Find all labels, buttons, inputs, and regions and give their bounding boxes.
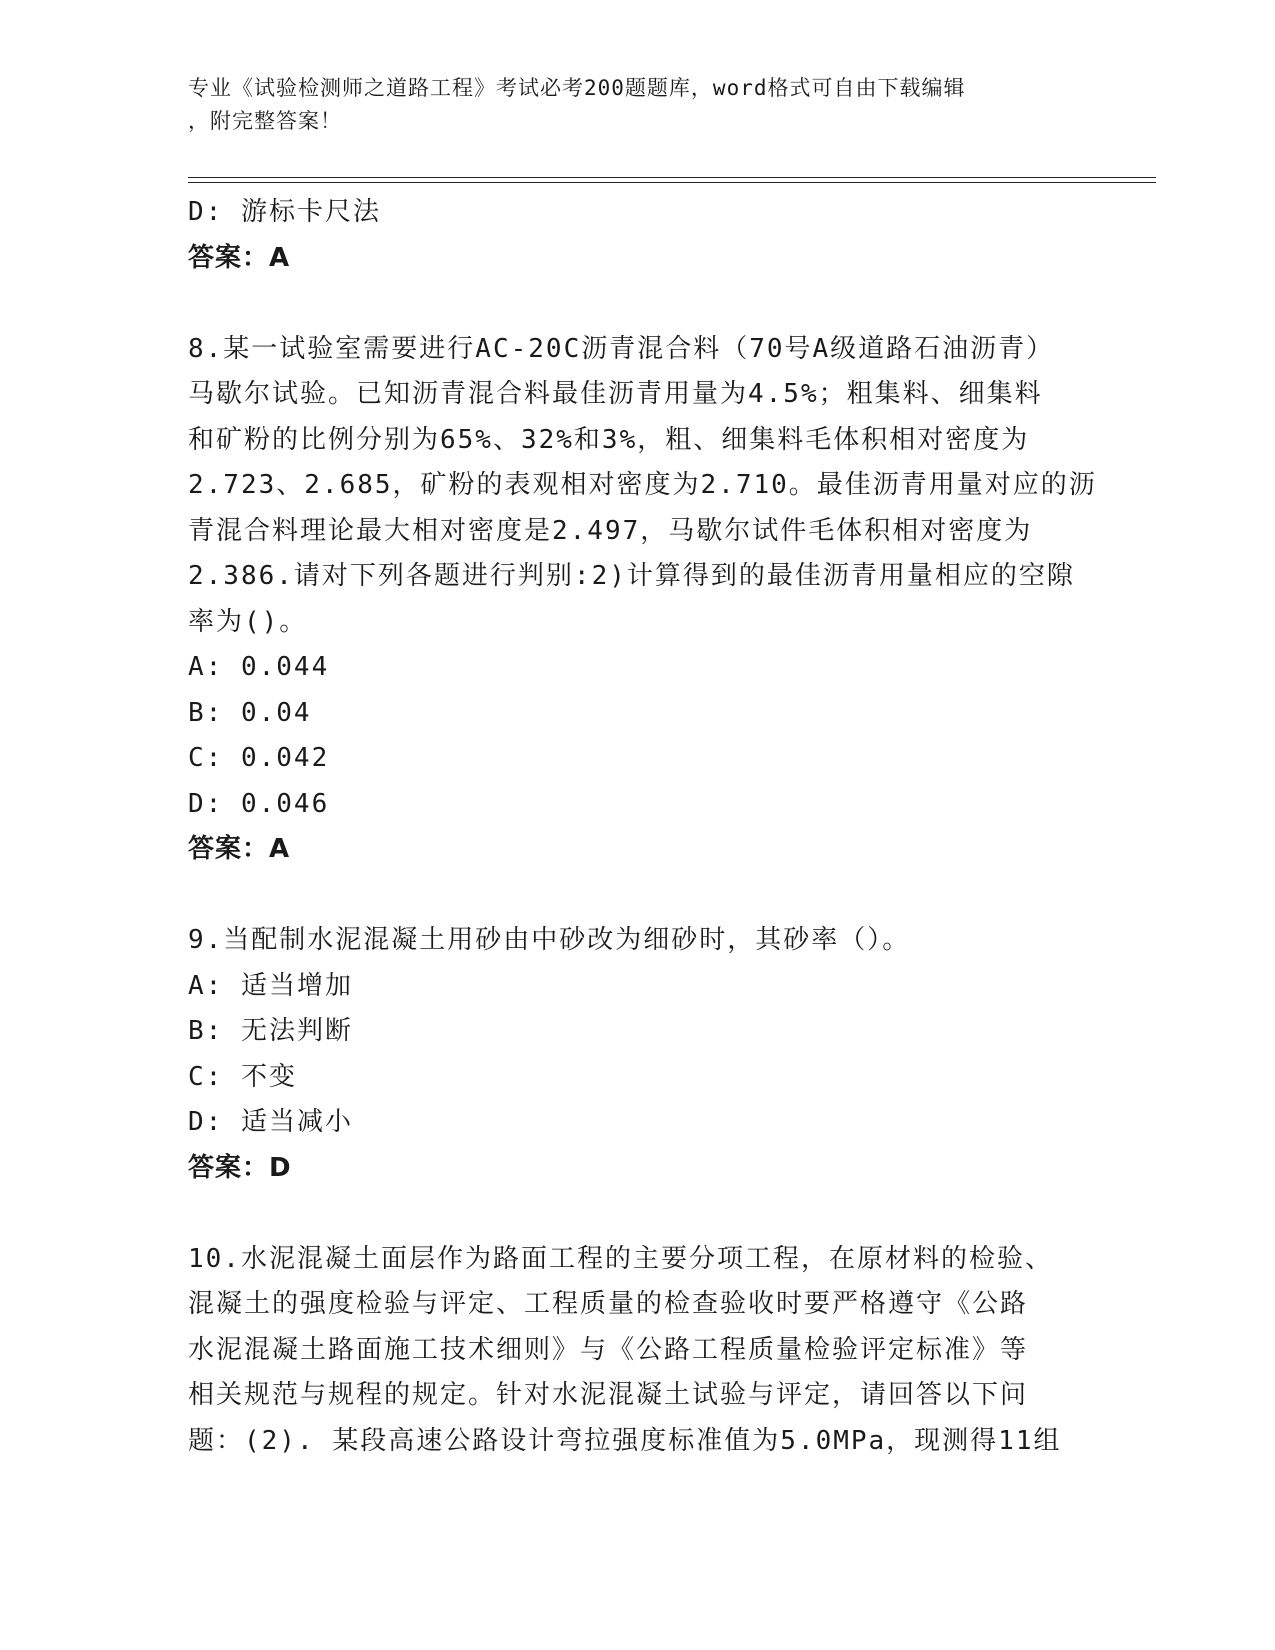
question-8-line-7: 率为()。 bbox=[188, 606, 308, 637]
question-9-answer: 答案：D bbox=[188, 1152, 292, 1183]
spacer bbox=[188, 873, 1088, 919]
question-8-option-b: B: 0.04 bbox=[188, 697, 312, 728]
question-8-line-3: 和矿粉的比例分别为65%、32%和3%，粗、细集料毛体积相对密度为 bbox=[188, 424, 1030, 455]
question-8-line-2: 马歇尔试验。已知沥青混合料最佳沥青用量为4.5%；粗集料、细集料 bbox=[188, 379, 1043, 409]
question-8-line-5: 青混合料理论最大相对密度是2.497，马歇尔试件毛体积相对密度为 bbox=[188, 515, 1033, 546]
question-10-line-4: 相关规范与规程的规定。针对水泥混凝土试验与评定，请回答以下问 bbox=[188, 1380, 1029, 1410]
question-9 bbox=[188, 918, 1088, 1191]
question-10-line-3: 水泥混凝土路面施工技术细则》与《公路工程质量检验评定标准》等 bbox=[188, 1334, 1029, 1365]
header-divider-top bbox=[188, 177, 1156, 178]
question-9-option-b: B: 无法判断 bbox=[188, 1016, 353, 1046]
question-8 bbox=[188, 327, 1097, 873]
header-line-2: ，附完整答案！ bbox=[188, 109, 342, 133]
question-8-line-4: 2.723、2.685，矿粉的表观相对密度为2.710。最佳沥青用量对应的沥 bbox=[188, 470, 1097, 500]
spacer bbox=[188, 1191, 1088, 1237]
question-8-line-1: 8.某一试验室需要进行AC-20C沥青混合料（70号A级道路石油沥青） bbox=[188, 333, 1055, 364]
prev-answer: 答案：A bbox=[188, 242, 291, 273]
header-divider-bottom bbox=[188, 182, 1156, 183]
question-10 bbox=[188, 1237, 1088, 1465]
question-8-option-c: C: 0.042 bbox=[188, 743, 330, 773]
question-9-option-c: C: 不变 bbox=[188, 1061, 297, 1092]
question-8-option-d: D: 0.046 bbox=[188, 788, 330, 819]
question-10-line-2: 混凝土的强度检验与评定、工程质量的检查验收时要严格遵守《公路 bbox=[188, 1289, 1029, 1319]
question-10-line-5: 题：(2). 某段高速公路设计弯拉强度标准值为5.0MPa，现测得11组 bbox=[188, 1425, 1062, 1456]
question-8-answer: 答案：A bbox=[188, 834, 291, 864]
question-10-line-1: 10.水泥混凝土面层作为路面工程的主要分项工程，在原材料的检验、 bbox=[188, 1243, 1053, 1274]
header-line-1: 专业《试验检测师之道路工程》考试必考200题题库，word格式可自由下载编辑 bbox=[188, 76, 966, 100]
prev-option-d: D: 游标卡尺法 bbox=[188, 197, 381, 227]
document-header bbox=[188, 72, 1088, 138]
question-8-option-a: A: 0.044 bbox=[188, 652, 330, 682]
question-8-line-6: 2.386.请对下列各题进行判别:2)计算得到的最佳沥青用量相应的空隙 bbox=[188, 561, 1075, 591]
question-9-option-a: A: 适当增加 bbox=[188, 970, 353, 1001]
spacer bbox=[188, 281, 1088, 327]
question-9-text: 9.当配制水泥混凝土用砂由中砂改为细砂时，其砂率（）。 bbox=[188, 925, 911, 955]
question-9-option-d: D: 适当减小 bbox=[188, 1107, 353, 1137]
document-body bbox=[188, 190, 1097, 1464]
